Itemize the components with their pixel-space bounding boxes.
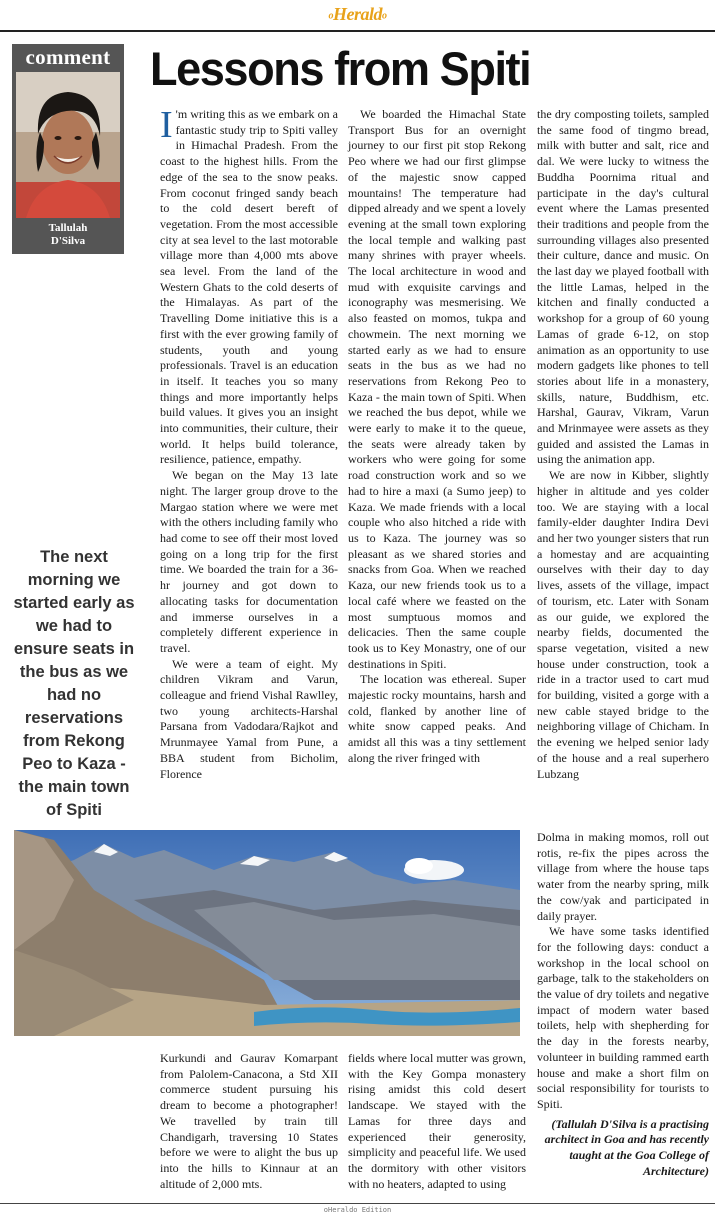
article-paragraph: the dry composting toilets, sampled the same food of tingmo bread, milk with butter and salt, rice and dal. We were lucky to witness the Buddha Poornima ritual and participate in the day's cultural event where the Lamas presented their traditions and people from the surrounding villages also presented their culture, dance and music. On the last day we played football with the little Lamas, helped in the kitchen and finally conducted a workshop for a group of 60 young Lamas of grade 6-12, on stop animation as an opportunity to use modern gadgets like phones to tell stories about life in a monastery, skills, nature, Buddhism, etc. Harshal, Gaurav, Vikram, Varun and Mrinmayee were assets as they guided and assisted the Lamas in using the animation app. [537,107,709,467]
article-column-2-continued [348,1051,526,1192]
author-portrait [16,72,120,218]
pull-quote: The next morning we started early as we had to ensure seats in the bus as we had no reservations from Rekong Peo to Kaza - the main town of Spiti [13,548,135,819]
footer-edition: oHeraldo Edition [323,1206,392,1214]
article-column-2 [348,107,526,767]
author-photo [16,72,120,218]
spiti-valley-photo [14,830,520,1036]
article-paragraph: The location was ethereal. Super majestic rocky mountains, harsh and cold, flanked by another line of white snow capped peaks. And amidst all this was a tiny settlement along the river fringed with [348,672,526,765]
article-paragraph: We were a team of eight. My children Vikram and Varun, colleague and friend Vishal Rawlley, two young architects-Harshal Parsana from Vadodara/Rajkot and Mrunmayee Yamal from Pune, a BBA student from Bicholim, Florence [160,656,338,781]
drop-cap: I [160,104,173,146]
section-tag: comment [12,44,124,70]
headline: Lessons from Spiti [150,42,531,95]
article-column-3-continued [537,830,709,1179]
author-name: Tallulah D'Silva [48,222,88,247]
article-column-1-continued [160,1051,338,1192]
masthead-logo: oHeraldo [328,4,387,24]
article-paragraph: We are now in Kibber, slightly higher in altitude and yes colder too. We are staying with a local family-elder daughter Indira Devi and her two younger sisters that run a homestay and are acquainting ourselves with their day to day lives, assets of the village, impact of tourism, etc. Later with Sonam as our guide, we explored the nearby fields, documented the sparse vegetation, visited a new house under construction, took a ride in a tractor used to cart mud for building, visited a gorge with a new cable stayed bridge to the neighboring village of Chicham. In the evening we helped senior lady of the house and a real superhero Lubzang [537,468,709,781]
article-column-1 [160,104,338,782]
author-box [12,44,124,254]
article-paragraph: Kurkundi and Gaurav Komarpant from Palolem-Canacona, a Std XII commerce student pursuing his dream to become a photographer! We travelled by train till Chandigarh, traversing 10 States before we were to alight the bus up into the hills to Kinnaur at an altitude of 2,000 mts. [160,1051,338,1191]
top-rule [0,30,715,32]
bottom-rule [0,1203,715,1204]
article-paragraph: fields where local mutter was grown, with the Key Gompa monastery rising amidst this cold desert landscape. We stayed with the Lamas for three days and experienced their generosity, simplicity and peaceful life. We used the dormitory with other visitors with no heaters, adapted to using [348,1051,526,1191]
masthead [0,0,715,30]
article-paragraph: We began on the May 13 late night. The larger group drove to the Margao station where we were met with the others including family who had come to see off their most loved going on a long trip for the first time. We boarded the train for a 36-hr journey and got down to allocating tasks for documentation and immerse ourselves in a completely different experience in travel. [160,468,338,655]
article-paragraph: Dolma in making momos, roll out rotis, re-fix the pipes across the village from where the house taps water from the nearby spring, milk the cow/yak and participated in daily prayer. [537,830,709,923]
mountain-landscape-image [14,830,520,1036]
article-paragraph: We boarded the Himachal State Transport Bus for an overnight journey to our first pit stop Rekong Peo where we had our first glimpse of the majestic snow capped mountains! The temperature had dipped already and we spent a lovely evening at the small town exploring the local temple and walking past many shrines with prayer wheels. The local architecture in wood and mud with exquisite carvings and iconography was mesmerising. We also feasted on momos, tukpa and chowmein. The next morning we started early as we had to ensure seats in the bus as we had no reservations from Rekong Peo to Kaza - the main town of Spiti. When we reached the bus depot, while we were early to make it to the queue, the seats were already taken by workers who were going for some road construction work and so we had to hire a maxi (a Sumo jeep) to Kaza. We made friends with a local couple who also hitched a ride with us to Kaza. The journey was so pleasant as we shared stories and snacks from Goa. When we reached Kaza, our new friends took us to a local café where we feasted on the most sumptuous momos and delicacies. Then the same couple took us to Key Monastry, one of our destinations in Spiti. [348,107,526,671]
article-column-3 [537,107,709,782]
author-bio: (Tallulah D'Silva is a practising architect in Goa and has recently taught at the Goa College of Architecture) [544,1116,709,1178]
article-paragraph: We have some tasks identified for the following days: conduct a workshop in the local school on garbage, talk to the stakeholders on the value of dry toilets and negative impact of modern water based toilets, help with shepherding for the day in the forests nearby, volunteer in building rammed earth house and make a short film on social responsibility for tourists to Spiti. [537,924,709,1111]
article-paragraph: I 'm writing this as we embark on a fantastic study trip to Spiti valley in Himachal Pradesh. From the coast to the highest hills. From the edge of the sea to the snow peaks. From coconut fringed sandy beach to the cold desert bereft of vegetation. From the most accessible city at sea level to the last motorable village more than 4,000 mts above sea level. From the land of the Western Ghats to the cold deserts of the Himalayas. As part of the Travelling Dome initiative this is a first with the ever growing family of students, youth and young professionals. Travel is an education in itself. It teaches you so many things and more importantly helps build values. It gives you an insight into communities, their culture, their world. It helps build tolerance, resilience, patience, empathy. [160,104,338,467]
